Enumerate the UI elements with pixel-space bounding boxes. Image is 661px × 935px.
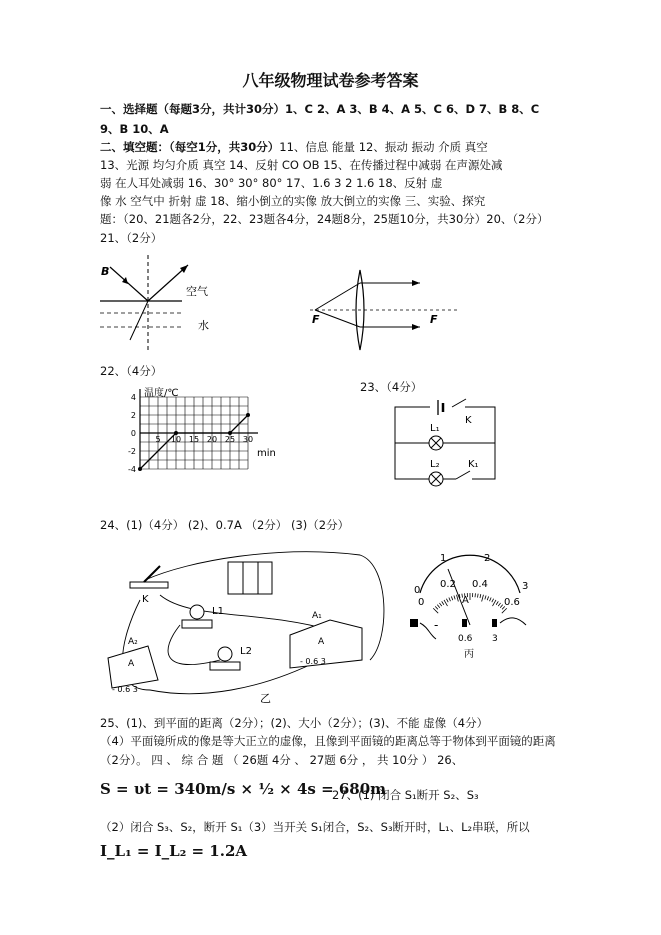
physical-circuit-diagram: [100, 540, 390, 710]
chart-xlabel: min: [257, 448, 276, 459]
label-bing: 丙: [464, 649, 474, 660]
label-k: K: [142, 594, 149, 605]
label-f-left: F: [312, 313, 320, 326]
dial-tick: [439, 603, 441, 606]
switch-lever: [144, 566, 160, 582]
ammeter-dial: [400, 545, 540, 660]
label-a2-unit: A: [128, 659, 135, 669]
bottom-label-2: 0.4: [472, 579, 488, 590]
chart-x-tick-label: 30: [242, 435, 254, 444]
ray-bo: [110, 267, 148, 301]
label-k1: K₁: [468, 459, 479, 470]
section1-line1: 一、选择题（每题3分，共计30分）1、C 2、A 3、B 4、A 5、C 6、D 7、B 8、C: [100, 102, 540, 116]
dial-tick: [437, 605, 440, 608]
term-3: 3: [492, 634, 498, 644]
chart-point: [138, 467, 142, 471]
chart-x-tick-label: 10: [170, 435, 182, 444]
dial-tick: [498, 603, 500, 606]
refraction-diagram: [100, 255, 250, 355]
label-a1: A₁: [312, 611, 322, 621]
battery-pack: [228, 562, 272, 594]
term-06: 0.6: [458, 634, 473, 644]
section2-line5: 题：（20、21题各2分，22、23题各4分，24题8分，25题10分，共30分）20、（2分）: [100, 212, 549, 226]
page-title: 八年级物理试卷参考答案: [242, 71, 419, 90]
chart-x-tick-label: 5: [155, 435, 161, 444]
chart-y-tick-label: 0: [130, 429, 136, 438]
top-label-1: 1: [440, 553, 447, 564]
label-air: 空气: [186, 285, 208, 298]
q25-line2: （4）平面镜所成的像是等大正立的虚像，且像到平面镜的距离总等于物体到平面镜的距离: [100, 734, 556, 748]
dial-tick: [444, 600, 448, 606]
dial-arc: [420, 555, 520, 593]
q23-label: 23、（4分）: [360, 380, 423, 394]
label-water: 水: [198, 319, 209, 332]
dial-tick: [493, 600, 497, 606]
q27-line2: （2）闭合 S₃、S₂，断开 S₁（3）当开关 S₁闭合，S₂、S₃断开时，L₁、L₂串联，所以: [100, 820, 530, 834]
lens-diagram: [310, 265, 470, 355]
dial-tick: [490, 597, 492, 601]
dial-tick: [500, 605, 503, 608]
circuit-diagram-23: [390, 395, 505, 490]
section2-line2: 13、光源 均匀介质 真空 14、反射 CO OB 15、在传播过程中减弱 在声源处减: [100, 158, 503, 172]
dial-tick: [435, 606, 438, 609]
chart-y-tick-label: -2: [128, 447, 136, 456]
chart-point: [228, 431, 232, 435]
label-k: K: [465, 415, 472, 426]
section2-line4: 像 水 空气中 折射 虚 18、缩小倒立的实像 放大倒立的实像 三、实验、探究: [100, 194, 486, 208]
dial-tick: [482, 595, 484, 602]
top-label-2: 2: [484, 553, 491, 564]
dial-tick: [487, 596, 488, 600]
q24-line: 24、(1)（4分） (2)、0.7A （2分） (3)（2分）: [100, 518, 350, 532]
section2-line3: 弱 在人耳处减弱 16、30° 30° 80° 17、1.6 3 2 1.6 18、反射 虚: [100, 176, 443, 190]
section2-line6: 21、（2分）: [100, 231, 163, 245]
label-a1-terminals: - 0.6 3: [300, 657, 326, 666]
dial-tick: [454, 596, 455, 600]
bottom-label-3: 0.6: [504, 597, 520, 608]
q25-line1: 25、(1)、到平面的距离（2分）；(2)、大小（2分）；(3)、不能 虚像（4分）: [100, 716, 489, 730]
label-a2: A₂: [128, 637, 138, 647]
label-l1: L1: [212, 606, 224, 617]
dial-tick: [449, 597, 451, 601]
q27-line1: 27、(1) 闭合 S₁断开 S₂、S₃: [332, 788, 479, 802]
dial-tick: [446, 599, 448, 603]
bottom-label-1: 0.2: [440, 579, 456, 590]
label-l2: L₂: [430, 459, 440, 470]
label-a2-terminals: - 0.6 3: [112, 685, 138, 694]
label-b: B: [101, 265, 110, 278]
switch-base: [130, 582, 168, 588]
ray-refracted: [130, 301, 148, 340]
dial-tick: [478, 594, 479, 598]
bottom-label-0: 0: [418, 597, 425, 608]
label-l1: L₁: [430, 423, 440, 434]
needle-label: A: [462, 595, 469, 606]
q22-label: 22、（4分）: [100, 364, 163, 378]
chart-ylabel: 温度/℃: [144, 388, 179, 399]
chart-y-tick-label: 2: [130, 411, 136, 420]
chart-x-tick-label: 20: [206, 435, 218, 444]
bulb-l1-icon: [190, 605, 204, 619]
chart-point: [246, 413, 250, 417]
temperature-chart: [120, 385, 290, 495]
label-yi: 乙: [260, 692, 271, 705]
section2-heading: 二、填空题：（每空1分，共30分）: [100, 140, 280, 154]
dial-tick: [451, 596, 452, 600]
dial-tick: [496, 601, 498, 604]
section2-line1-text: 11、信息 能量 12、振动 振动 介质 真空: [279, 140, 488, 154]
chart-grid: [140, 389, 258, 469]
term-minus: -: [434, 618, 439, 632]
label-a1-unit: A: [318, 637, 325, 647]
chart-point: [174, 431, 178, 435]
top-label-0: 0: [414, 585, 421, 596]
chart-x-tick-label: 25: [224, 435, 236, 444]
section2-line1: [100, 138, 488, 156]
dial-tick: [442, 601, 444, 604]
q25-line3: （2分）。 四 、 综 合 题 （ 26题 4分 、 27题 6分 ， 共 10分 ） 26、: [100, 753, 464, 767]
label-l2: L2: [240, 646, 252, 657]
chart-x-tick-label: 15: [188, 435, 200, 444]
dial-tick: [480, 594, 481, 598]
top-label-3: 3: [522, 581, 529, 592]
chart-y-tick-label: -4: [128, 465, 136, 474]
bulb-l2-icon: [218, 647, 232, 661]
dial-tick: [492, 599, 494, 603]
q26-formula: S = υt = 340m/s × ½ × 4s = 680m: [100, 780, 387, 798]
dial-tick: [485, 596, 486, 600]
q27-formula: I_L₁ = I_L₂ = 1.2A: [100, 842, 248, 860]
label-f-right: F: [430, 313, 438, 326]
chart-y-tick-label: 4: [130, 393, 136, 402]
section1-line2: 9、B 10、A: [100, 122, 169, 136]
